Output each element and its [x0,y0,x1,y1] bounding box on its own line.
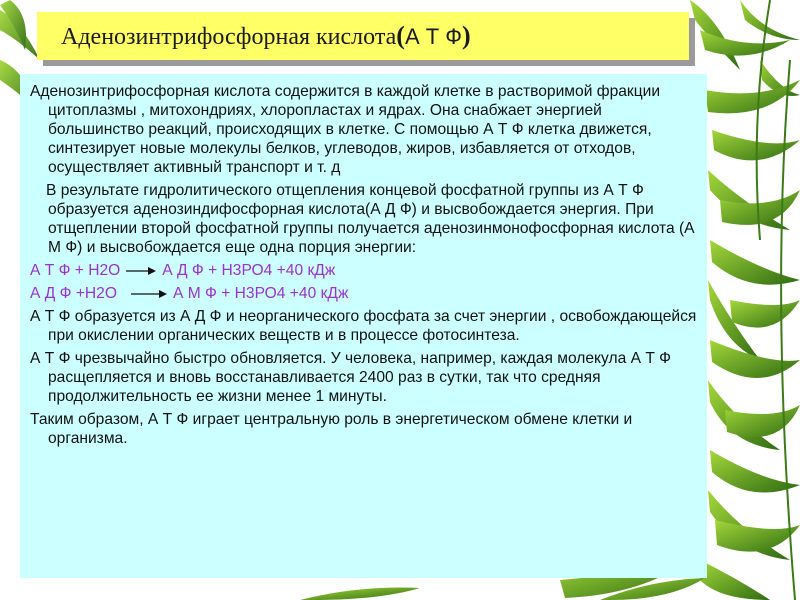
slide-title [61,21,471,51]
paragraph-hydrolysis: В результате гидролитического отщепления концевой фосфатной группы из А Т Ф образуется аденозиндифосфорная кислота(А Д Ф) и высвобождается энергия. При отщеплении второй фосфатной группы получается аденозинмонофосфорная кислота (А М Ф) и высвобождается еще одна порция энергии: [46,182,695,256]
title-close-paren: ) [462,21,471,50]
title-banner [37,12,689,60]
arrow-right-icon [126,266,156,276]
title-abbr: А Т Ф [404,24,462,49]
paragraph-formation: А Т Ф образуется из А Д Ф и неорганического фосфата за счет энергии , освобождающейся при окислении органических веществ и в процессе фотосинтеза. [30,308,697,344]
equation-1-left: А Т Ф + Н2О [30,262,121,279]
paragraph-conclusion: Таким образом, А Т Ф играет центральную роль в энергетическом обмене клетки и организма. [30,411,633,447]
title-main: Аденозинтрифосфорная кислота [61,24,397,50]
paragraph-renewal: А Т Ф чрезвычайно быстро обновляется. У человека, например, каждая молекула А Т Ф расщепляется и вновь восстанавливается 2400 раз в сутки, так что средняя продолжительность ее жизни менее 1 минуты. [30,350,672,405]
paragraph-intro: Аденозинтрифосфорная кислота содержится в каждой клетке в растворимой фракции цитоплазмы , митохондриях, хлоропластах и ядрах. Она снабжает энергией большинство реакций, происходящих в клетке. С помощью А Т Ф клетка движется, синтезирует новые молекулы белков, углеводов, жиров, избавляется от отходов, осуществляет активный транспорт и т. д [30,83,661,176]
equation-2-right: А М Ф + Н3РО4 +40 кДж [172,285,349,302]
equation-adp-hydrolysis [30,284,701,303]
title-open-paren: ( [396,21,405,50]
arrow-right-icon [131,289,167,299]
equation-atp-hydrolysis [30,261,701,280]
equation-2-left: А Д Ф +Н2О [30,285,117,302]
content-panel [20,74,707,578]
equation-1-right: А Д Ф + Н3РО4 +40 кДж [162,262,336,279]
